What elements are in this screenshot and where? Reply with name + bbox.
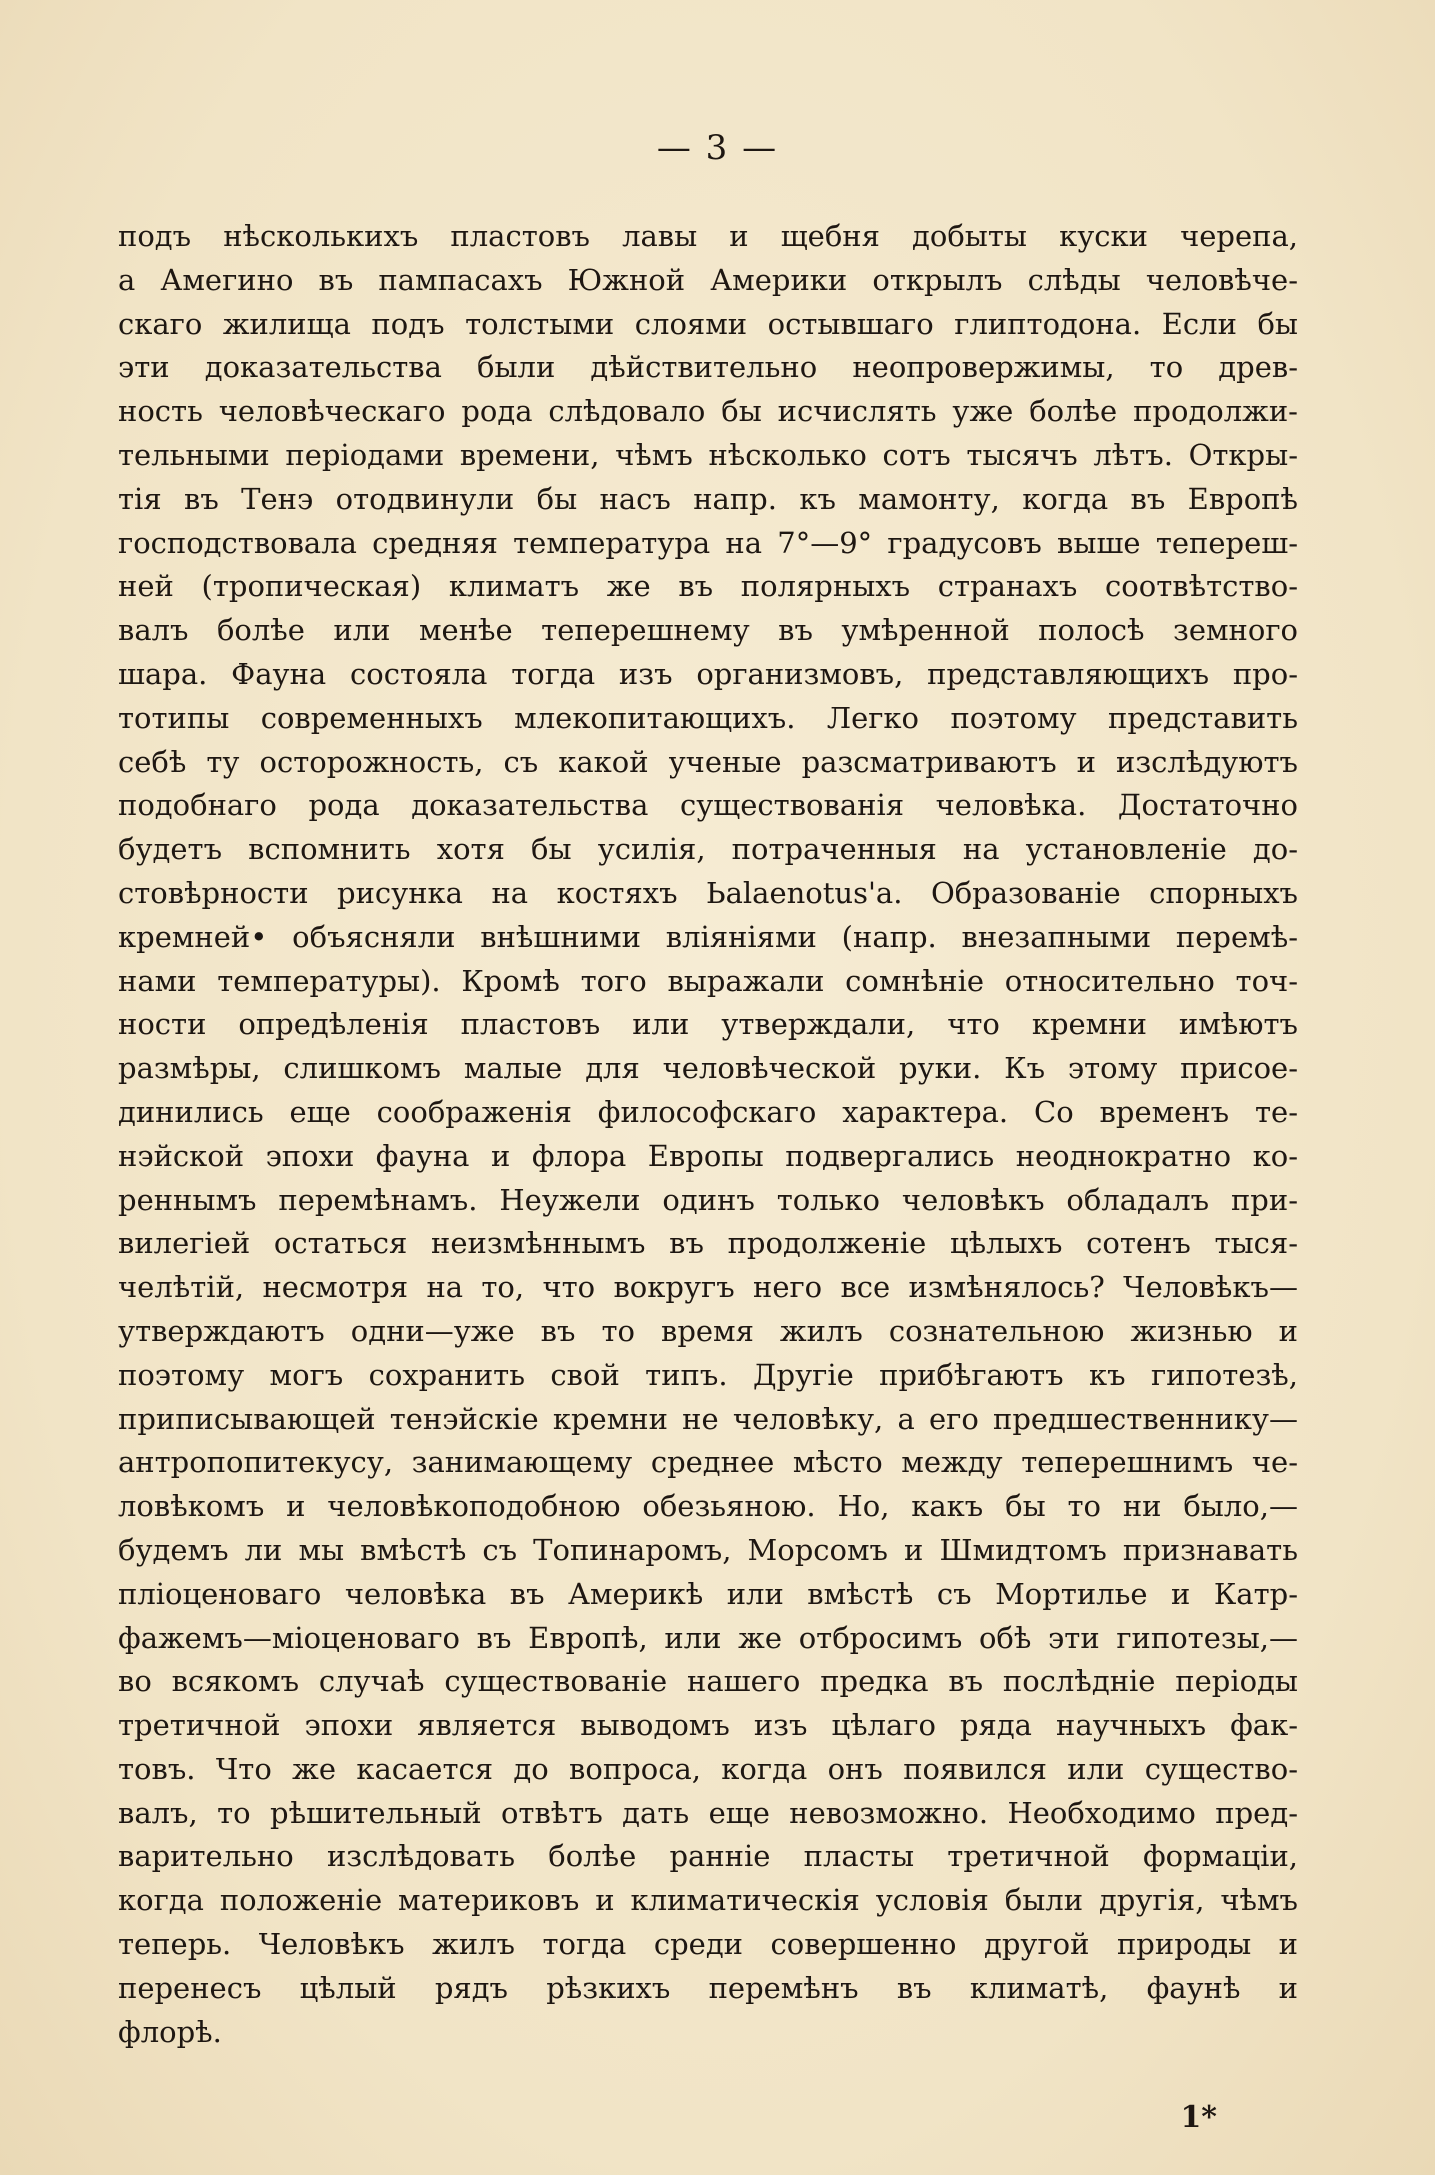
text-line: теперь. Человѣкъ жилъ тогда среди совершенно другой природы и xyxy=(118,1927,1298,1962)
body-text xyxy=(118,215,1298,2054)
text-line: шара. Фауна состояла тогда изъ организмовъ, представляющихъ про- xyxy=(118,656,1298,691)
text-line: скаго жилища подъ толстыми слоями остывшаго глиптодона. Если бы xyxy=(118,306,1298,341)
text-line: будетъ вспомнить хотя бы усилія, потраченныя на установленіе до- xyxy=(118,832,1298,867)
text-line: когда положеніе материковъ и климатическія условія были другія, чѣмъ xyxy=(118,1883,1298,1918)
text-line: флорѣ. xyxy=(118,2014,222,2049)
text-line: размѣры, слишкомъ малые для человѣческой руки. Къ этому присое- xyxy=(118,1051,1298,1086)
text-line: челѣтій, несмотря на то, что вокругъ него все измѣнялось? Человѣкъ— xyxy=(118,1270,1298,1305)
text-line: господствовала средняя температура на 7°—9° градусовъ выше тепереш- xyxy=(118,525,1298,560)
text-line: тотипы современныхъ млекопитающихъ. Легко поэтому представить xyxy=(118,700,1298,735)
printer-signature-mark: 1* xyxy=(1180,2100,1217,2135)
text-line: нэйской эпохи фауна и флора Европы подвергались неоднократно ко- xyxy=(118,1138,1298,1173)
text-line: ность человѣческаго рода слѣдовало бы исчислять уже болѣе продолжи- xyxy=(118,394,1298,429)
page-number-header: — 3 — xyxy=(656,128,779,168)
text-line: реннымъ перемѣнамъ. Неужели одинъ только человѣкъ обладалъ при- xyxy=(118,1182,1298,1217)
text-line: тельными періодами времени, чѣмъ нѣсколько сотъ тысячъ лѣтъ. Откры- xyxy=(118,437,1298,472)
text-line: нами температуры). Кромѣ того выражали сомнѣніе относительно точ- xyxy=(118,963,1298,998)
text-line: антропопитекусу, занимающему среднее мѣсто между теперешнимъ че- xyxy=(118,1445,1298,1480)
text-line: тія въ Тенэ отодвинули бы насъ напр. къ мамонту, когда въ Европѣ xyxy=(118,481,1298,516)
text-line: подъ нѣсколькихъ пластовъ лавы и щебня добыты куски черепа, xyxy=(118,219,1298,253)
text-line: третичной эпохи является выводомъ изъ цѣлаго ряда научныхъ фак- xyxy=(118,1708,1298,1743)
text-line: ней (тропическая) климатъ же въ полярныхъ странахъ соотвѣтство- xyxy=(118,569,1298,604)
text-line: во всякомъ случаѣ существованіе нашего предка въ послѣдніе періоды xyxy=(118,1664,1298,1699)
text-line: поэтому могъ сохранить свой типъ. Другіе прибѣгаютъ къ гипотезѣ, xyxy=(118,1357,1298,1392)
text-line: эти доказательства были дѣйствительно неопровержимы, то древ- xyxy=(118,350,1298,385)
text-line: а Амегино въ пампасахъ Южной Америки открылъ слѣды человѣче- xyxy=(118,262,1298,297)
text-line: утверждаютъ одни—уже въ то время жилъ сознательною жизнью и xyxy=(118,1313,1298,1348)
text-line: товъ. Что же касается до вопроса, когда онъ появился или существо- xyxy=(118,1751,1298,1786)
text-line: перенесъ цѣлый рядъ рѣзкихъ перемѣнъ въ климатѣ, фаунѣ и xyxy=(118,1970,1298,2005)
text-line: кремней• объясняли внѣшними вліяніями (напр. внезапными перемѣ- xyxy=(118,919,1298,954)
text-line: себѣ ту осторожность, съ какой ученые разсматриваютъ и изслѣдуютъ xyxy=(118,744,1298,779)
text-line: валъ болѣе или менѣе теперешнему въ умѣренной полосѣ земного xyxy=(118,613,1298,648)
text-line: будемъ ли мы вмѣстѣ съ Топинаромъ, Морсомъ и Шмидтомъ признавать xyxy=(118,1532,1298,1567)
text-line: варительно изслѣдовать болѣе ранніе пласты третичной формаціи, xyxy=(118,1839,1298,1874)
text-line: ловѣкомъ и человѣкоподобною обезьяною. Но, какъ бы то ни было,— xyxy=(118,1489,1298,1524)
text-line: вилегіей остаться неизмѣннымъ въ продолженіе цѣлыхъ сотенъ тыся- xyxy=(118,1226,1298,1261)
text-line: ности опредѣленія пластовъ или утверждали, что кремни имѣютъ xyxy=(118,1007,1298,1042)
text-line: стовѣрности рисунка на костяхъ Ьаlаеnоtus'а. Образованіе спорныхъ xyxy=(118,875,1298,910)
text-line: подобнаго рода доказательства существованія человѣка. Достаточно xyxy=(118,788,1298,823)
text-line: пліоценоваго человѣка въ Америкѣ или вмѣстѣ съ Мортилье и Катр- xyxy=(118,1576,1298,1611)
text-line: динились еще соображенія философскаго характера. Со временъ те- xyxy=(118,1094,1298,1129)
text-line: валъ, то рѣшительный отвѣтъ дать еще невозможно. Необходимо пред- xyxy=(118,1795,1298,1830)
text-line: приписывающей тенэйскіе кремни не человѣку, а его предшественнику— xyxy=(118,1401,1298,1436)
text-line: фажемъ—міоценоваго въ Европѣ, или же отбросимъ обѣ эти гипотезы,— xyxy=(118,1620,1298,1655)
